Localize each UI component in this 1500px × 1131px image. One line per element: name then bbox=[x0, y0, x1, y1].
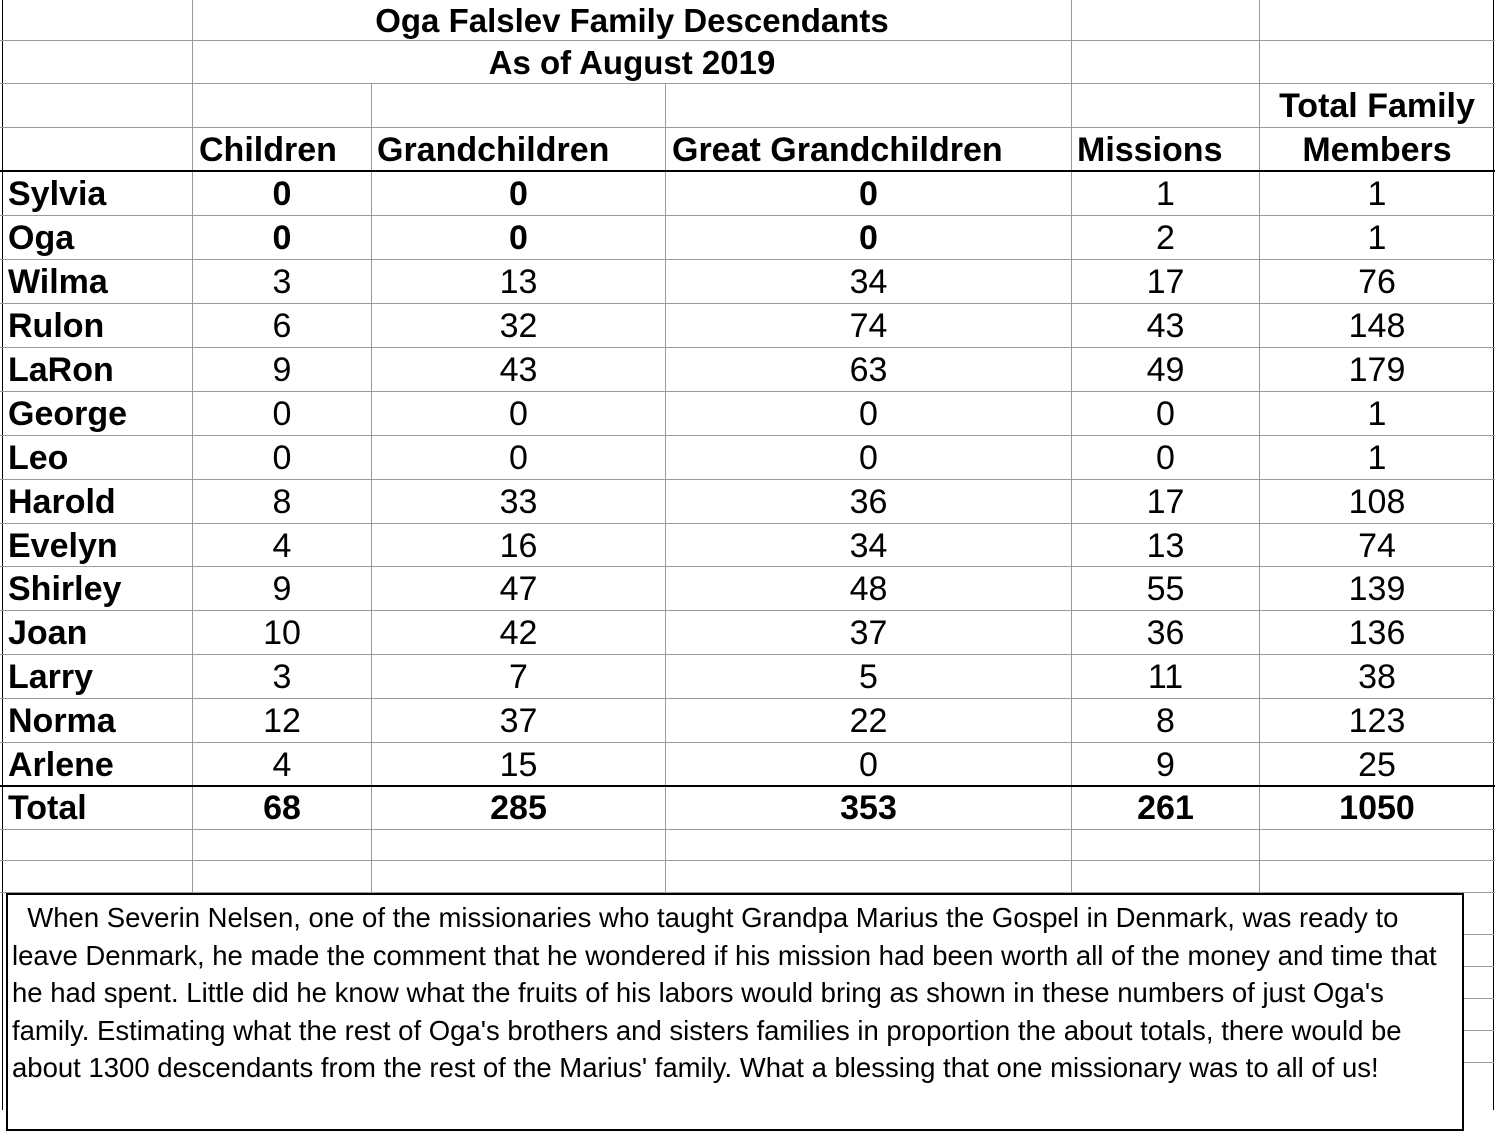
cell-total: 74 bbox=[1358, 527, 1396, 565]
grid-line bbox=[2, 0, 3, 1110]
cell-total: 1 bbox=[1367, 175, 1387, 213]
grid-line bbox=[1462, 998, 1494, 999]
total-missions: 261 bbox=[1137, 789, 1194, 827]
cell-missions: 17 bbox=[1146, 483, 1185, 521]
row-name: Shirley bbox=[8, 570, 122, 608]
row-name: Rulon bbox=[8, 307, 105, 345]
cell-missions: 13 bbox=[1146, 527, 1185, 565]
cell-great-grandchildren: 34 bbox=[849, 263, 888, 301]
total-grandchildren: 285 bbox=[490, 789, 547, 827]
row-name: Oga bbox=[8, 219, 75, 257]
cell-total: 1 bbox=[1367, 439, 1387, 477]
cell-great-grandchildren: 63 bbox=[849, 351, 888, 389]
total-family-members: 1050 bbox=[1339, 789, 1415, 827]
cell-children: 6 bbox=[272, 307, 292, 345]
row-name: Norma bbox=[8, 702, 116, 740]
cell-great-grandchildren: 34 bbox=[849, 527, 888, 565]
cell-children: 10 bbox=[263, 614, 301, 652]
cell-missions: 1 bbox=[1156, 175, 1175, 213]
page-title: Oga Falslev Family Descendants bbox=[375, 2, 889, 39]
cell-children: 8 bbox=[272, 483, 292, 521]
row-name: Wilma bbox=[8, 263, 108, 301]
page-subtitle: As of August 2019 bbox=[488, 44, 776, 81]
cell-great-grandchildren: 0 bbox=[859, 746, 878, 784]
cell-grandchildren: 33 bbox=[499, 483, 538, 521]
cell-children: 0 bbox=[272, 395, 292, 433]
cell-missions: 9 bbox=[1156, 746, 1175, 784]
cell-children: 0 bbox=[272, 439, 292, 477]
cell-great-grandchildren: 37 bbox=[849, 614, 888, 652]
row-name: Sylvia bbox=[8, 175, 107, 213]
cell-grandchildren: 0 bbox=[509, 219, 528, 257]
header-total-line2: Members bbox=[1302, 131, 1452, 169]
cell-children: 4 bbox=[272, 746, 292, 784]
cell-great-grandchildren: 22 bbox=[849, 702, 888, 740]
row-name: Evelyn bbox=[8, 527, 118, 565]
cell-missions: 0 bbox=[1156, 395, 1175, 433]
cell-missions: 49 bbox=[1146, 351, 1185, 389]
cell-children: 3 bbox=[272, 658, 292, 696]
cell-total: 179 bbox=[1348, 351, 1406, 389]
cell-children: 4 bbox=[272, 527, 292, 565]
grid-line bbox=[1462, 934, 1494, 935]
cell-grandchildren: 13 bbox=[499, 263, 538, 301]
cell-missions: 17 bbox=[1146, 263, 1185, 301]
cell-missions: 2 bbox=[1156, 219, 1175, 257]
cell-total: 139 bbox=[1348, 570, 1406, 608]
cell-total: 148 bbox=[1348, 307, 1406, 345]
cell-total: 38 bbox=[1358, 658, 1396, 696]
cell-grandchildren: 15 bbox=[499, 746, 538, 784]
cell-total: 1 bbox=[1367, 395, 1387, 433]
cell-great-grandchildren: 0 bbox=[859, 219, 878, 257]
cell-total: 76 bbox=[1358, 263, 1396, 301]
cell-children: 0 bbox=[272, 219, 292, 257]
cell-great-grandchildren: 0 bbox=[859, 439, 878, 477]
header-great-grandchildren: Great Grandchildren bbox=[672, 131, 1003, 169]
row-name: Larry bbox=[8, 658, 94, 696]
cell-missions: 0 bbox=[1156, 439, 1175, 477]
grid-line bbox=[1462, 1062, 1494, 1063]
cell-great-grandchildren: 36 bbox=[849, 483, 888, 521]
cell-children: 3 bbox=[272, 263, 292, 301]
cell-grandchildren: 43 bbox=[499, 351, 538, 389]
cell-missions: 55 bbox=[1146, 570, 1185, 608]
cell-total: 25 bbox=[1358, 746, 1396, 784]
cell-grandchildren: 7 bbox=[509, 658, 528, 696]
cell-missions: 11 bbox=[1147, 658, 1184, 696]
cell-grandchildren: 0 bbox=[509, 175, 528, 213]
cell-total: 123 bbox=[1348, 702, 1406, 740]
row-name: LaRon bbox=[8, 351, 114, 389]
cell-grandchildren: 0 bbox=[509, 395, 528, 433]
cell-total: 108 bbox=[1348, 483, 1406, 521]
note-text-box: When Severin Nelsen, one of the missionaries who taught Grandpa Marius the Gospel in Denmark, was ready to leave Denmark, he made the comment that he wondered if his mission had been worth all of the money and time that he had spent. Little did he know what the fruits of his labors would bring as shown in these numbers of just Oga's family. Estimating what the rest of Oga's brothers and sisters families in proportion the about totals, there would be about 1300 descendants from the rest of the Marius' family. What a blessing that one missionary was to all of us! bbox=[6, 893, 1464, 1131]
row-name: Harold bbox=[8, 483, 116, 521]
header-children: Children bbox=[199, 131, 337, 169]
row-name: Joan bbox=[8, 614, 88, 652]
cell-great-grandchildren: 0 bbox=[859, 175, 878, 213]
cell-missions: 43 bbox=[1146, 307, 1185, 345]
cell-children: 12 bbox=[263, 702, 301, 740]
cell-children: 9 bbox=[272, 570, 292, 608]
cell-grandchildren: 16 bbox=[499, 527, 538, 565]
cell-total: 136 bbox=[1348, 614, 1406, 652]
cell-grandchildren: 47 bbox=[499, 570, 538, 608]
grid-line bbox=[0, 860, 1495, 861]
grid-line bbox=[1462, 1030, 1494, 1031]
cell-great-grandchildren: 5 bbox=[859, 658, 878, 696]
cell-great-grandchildren: 74 bbox=[849, 307, 888, 345]
row-name: George bbox=[8, 395, 128, 433]
cell-grandchildren: 32 bbox=[499, 307, 538, 345]
cell-missions: 36 bbox=[1146, 614, 1185, 652]
cell-grandchildren: 0 bbox=[509, 439, 528, 477]
cell-great-grandchildren: 48 bbox=[849, 570, 888, 608]
header-total-line1: Total Family bbox=[1279, 87, 1475, 125]
row-name: Arlene bbox=[8, 746, 114, 784]
cell-grandchildren: 37 bbox=[499, 702, 538, 740]
total-children: 68 bbox=[263, 789, 301, 827]
cell-missions: 8 bbox=[1156, 702, 1175, 740]
totals-label: Total bbox=[8, 789, 87, 827]
header-grandchildren: Grandchildren bbox=[377, 131, 610, 169]
cell-children: 0 bbox=[272, 175, 292, 213]
cell-children: 9 bbox=[272, 351, 292, 389]
grid-line bbox=[1462, 966, 1494, 967]
cell-great-grandchildren: 0 bbox=[859, 395, 878, 433]
header-missions: Missions bbox=[1077, 131, 1223, 169]
cell-total: 1 bbox=[1367, 219, 1387, 257]
cell-grandchildren: 42 bbox=[499, 614, 538, 652]
row-name: Leo bbox=[8, 439, 69, 477]
total-great-grandchildren: 353 bbox=[840, 789, 897, 827]
